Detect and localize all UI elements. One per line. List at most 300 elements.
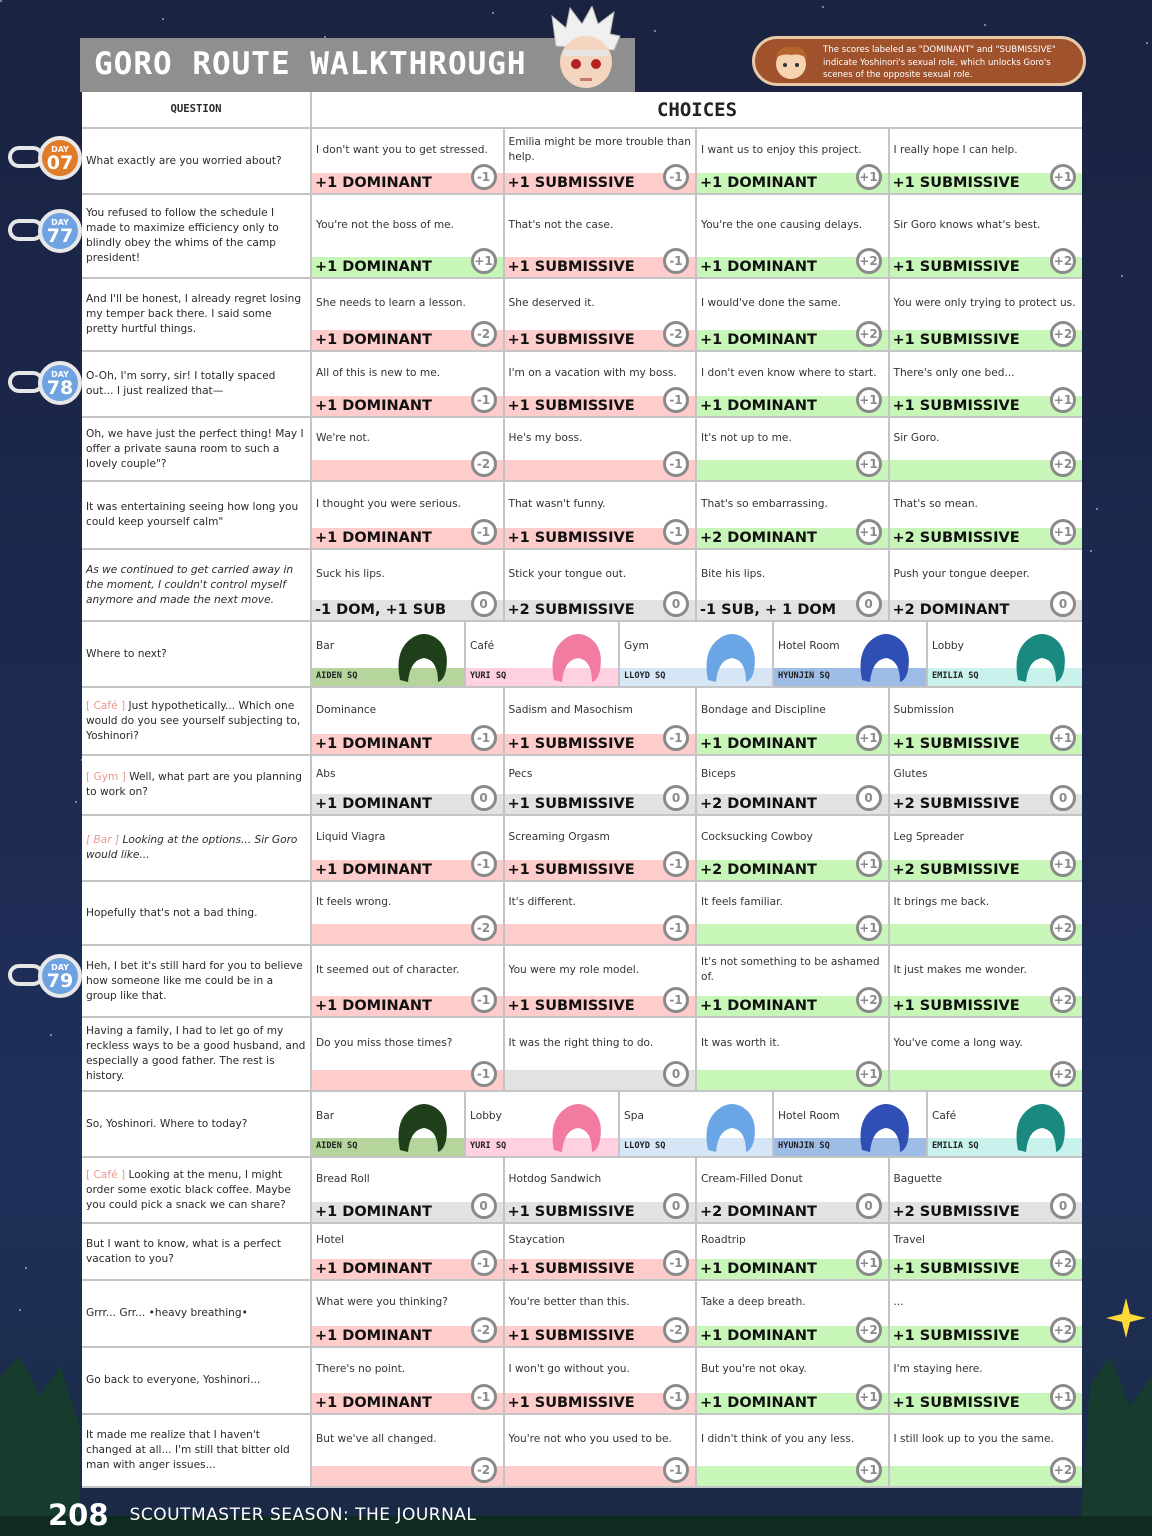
choice-text: Pecs (508, 767, 533, 780)
choice-text: Bite his lips. (701, 567, 766, 580)
choice-text: ... (893, 1296, 904, 1308)
score-badge: -1 (471, 1061, 497, 1087)
choice-text: You're not the boss of me. (316, 218, 455, 231)
day-badge (6, 950, 82, 1006)
choice-text: There's no point. (316, 1363, 406, 1375)
choice-cell[interactable] (697, 1415, 890, 1486)
choice-cell[interactable] (697, 195, 890, 277)
choice-text: Baguette (893, 1172, 943, 1185)
choice-cell[interactable] (505, 688, 698, 754)
choice-cell[interactable] (697, 1224, 890, 1279)
choice-cell[interactable] (312, 756, 505, 814)
table-row (82, 550, 1082, 622)
score-badge: +2 (856, 1317, 882, 1343)
role-effect: +1 SUBMISSIVE (892, 259, 1020, 275)
question-text: Go back to everyone, Yoshinori... (86, 1374, 261, 1386)
choice-cell[interactable] (505, 279, 698, 350)
location-name: Gym (624, 640, 649, 652)
choice-cell[interactable] (890, 482, 1083, 548)
choice-cell[interactable] (890, 352, 1083, 416)
role-effect: +2 SUBMISSIVE (892, 1204, 1020, 1220)
location-choice[interactable] (312, 622, 466, 686)
choice-cell[interactable] (505, 1415, 698, 1486)
choice-text: What were you thinking? (316, 1296, 448, 1308)
score-badge: -1 (663, 451, 689, 477)
choice-text: All of this is new to me. (316, 366, 441, 379)
role-effect: +1 SUBMISSIVE (892, 332, 1020, 348)
choice-cell[interactable] (505, 1018, 698, 1090)
role-effect: +1 DOMINANT (700, 998, 817, 1014)
score-badge: +1 (1050, 519, 1076, 545)
walkthrough-table (82, 92, 1082, 1488)
question-cell (82, 550, 312, 620)
choice-cell[interactable] (505, 1224, 698, 1279)
choice-cell[interactable] (312, 352, 505, 416)
choice-cell[interactable] (312, 1018, 505, 1090)
choice-cell[interactable] (890, 550, 1083, 620)
role-effect: +1 SUBMISSIVE (507, 175, 635, 191)
page-footer (48, 1498, 476, 1532)
location-name: Café (470, 640, 495, 652)
score-badge: -2 (471, 451, 497, 477)
score-badge: -1 (663, 915, 689, 941)
choice-text: Cocksucking Cowboy (701, 830, 813, 843)
score-badge: +1 (1050, 725, 1076, 751)
choice-cell[interactable] (312, 1415, 505, 1486)
star (0, 0, 2, 2)
location-choice[interactable] (312, 1092, 466, 1156)
choice-cell[interactable] (505, 1348, 698, 1413)
choice-cell[interactable] (312, 195, 505, 277)
score-badge: +1 (856, 1250, 882, 1276)
choice-cell[interactable] (312, 946, 505, 1016)
choice-cell[interactable] (505, 756, 698, 814)
star (75, 801, 77, 803)
score-badge: +2 (1050, 987, 1076, 1013)
choice-cell[interactable] (505, 482, 698, 548)
choice-cell[interactable] (890, 756, 1083, 814)
day-label: DAY (51, 370, 69, 379)
choice-text: But you're not okay. (701, 1363, 807, 1375)
choice-text: There's only one bed... (893, 366, 1015, 379)
choice-text: Stick your tongue out. (508, 567, 627, 580)
choice-cell[interactable] (697, 1281, 890, 1346)
location-name: Café (932, 1110, 957, 1122)
choice-text: I still look up to you the same. (893, 1433, 1054, 1445)
choice-cell[interactable] (697, 482, 890, 548)
score-badge: +1 (856, 725, 882, 751)
choice-text: It's different. (508, 895, 576, 908)
question-text: Well, what part are you planning to work on? (86, 771, 302, 798)
squad-label: YURI SQ (470, 671, 507, 681)
score-badge: -1 (663, 1250, 689, 1276)
location-choice[interactable] (466, 622, 620, 686)
score-badge: 0 (856, 1193, 882, 1219)
question-text: But I want to know, what is a perfect vacation to you? (86, 1237, 282, 1265)
choice-text: Travel (893, 1234, 925, 1246)
role-effect: +2 DOMINANT (892, 602, 1010, 618)
choice-cell[interactable] (890, 418, 1083, 480)
question-cell (82, 129, 312, 193)
score-badge: 0 (1050, 591, 1076, 617)
squad-label: EMILIA SQ (932, 671, 979, 681)
question-cell (82, 622, 312, 686)
choice-cell[interactable] (890, 129, 1083, 193)
yoshinori-avatar-icon (771, 43, 811, 81)
score-badge: +2 (1050, 451, 1076, 477)
score-badge: -1 (663, 248, 689, 274)
location-name: Hotel Room (778, 1110, 840, 1122)
score-badge: -1 (471, 1250, 497, 1276)
role-effect: +1 SUBMISSIVE (892, 398, 1020, 414)
location-choice[interactable] (620, 622, 774, 686)
choice-cell[interactable] (312, 418, 505, 480)
character-hair-icon (394, 1100, 450, 1154)
score-badge: -1 (663, 387, 689, 413)
role-effect: +1 DOMINANT (700, 1261, 817, 1277)
choice-text: You're the one causing delays. (701, 218, 863, 231)
score-badge: -2 (663, 321, 689, 347)
choice-cell[interactable] (505, 816, 698, 880)
location-tag: [ Gym ] (86, 771, 126, 783)
choice-text: Submission (893, 703, 955, 716)
location-name: Hotel Room (778, 640, 840, 652)
table-row (82, 1158, 1082, 1224)
question-cell (82, 482, 312, 548)
choice-text: You're not who you used to be. (508, 1433, 672, 1445)
score-badge: -1 (471, 725, 497, 751)
location-name: Lobby (470, 1110, 502, 1122)
character-hair-icon (702, 1100, 758, 1154)
choice-cell[interactable] (312, 279, 505, 350)
choice-cell[interactable] (697, 279, 890, 350)
choice-cell[interactable] (697, 946, 890, 1016)
choice-text: Cream-Filled Donut (701, 1172, 803, 1185)
role-effect: +1 SUBMISSIVE (507, 862, 635, 878)
question-cell (82, 1018, 312, 1090)
table-row (82, 1281, 1082, 1348)
choice-text: Liquid Viagra (316, 830, 386, 843)
score-badge: -1 (471, 519, 497, 545)
score-badge: +1 (856, 1457, 882, 1483)
choice-cell[interactable] (505, 195, 698, 277)
day-number: 78 (46, 377, 74, 399)
question-cell (82, 279, 312, 350)
role-effect: +1 DOMINANT (315, 862, 432, 878)
choice-text: I'm staying here. (893, 1363, 983, 1375)
choice-cell[interactable] (890, 1281, 1083, 1346)
character-hair-icon (394, 630, 450, 684)
choice-cell[interactable] (890, 1415, 1083, 1486)
role-effect: +2 SUBMISSIVE (892, 530, 1020, 546)
score-badge: +1 (856, 164, 882, 190)
location-tag: [ Café ] (86, 699, 126, 712)
choice-cell[interactable] (890, 1224, 1083, 1279)
question-cell (82, 352, 312, 416)
role-effect: +1 SUBMISSIVE (892, 1395, 1020, 1411)
role-effect: +1 SUBMISSIVE (507, 398, 635, 414)
score-badge: 0 (856, 591, 882, 617)
score-badge: -1 (663, 987, 689, 1013)
squad-label: LLOYD SQ (624, 1141, 666, 1151)
choice-text: Sir Goro knows what's best. (893, 218, 1041, 231)
score-badge: +2 (1050, 1317, 1076, 1343)
score-badge: +1 (856, 1061, 882, 1087)
choice-cell[interactable] (697, 1348, 890, 1413)
question-text: What exactly are you worried about? (86, 154, 282, 167)
table-row (82, 482, 1082, 550)
choice-text: It was worth it. (701, 1036, 780, 1049)
choice-cell[interactable] (312, 1281, 505, 1346)
choice-text: Hotdog Sandwich (508, 1172, 602, 1185)
location-choice[interactable] (620, 1092, 774, 1156)
role-effect: +1 DOMINANT (700, 1328, 817, 1344)
choice-text: Hotel (316, 1234, 345, 1246)
score-badge: +1 (856, 387, 882, 413)
character-hair-icon (1012, 1100, 1068, 1154)
role-effect: +2 SUBMISSIVE (507, 602, 635, 618)
role-effect: +1 SUBMISSIVE (507, 736, 635, 752)
question-text: Looking at the menu, I might order some exotic black coffee. Maybe you could pick a snack we can share? (86, 1168, 291, 1211)
question-text: Just hypothetically... Which one would do you see yourself subjecting to, Yoshinori? (86, 699, 301, 742)
role-effect: +2 DOMINANT (700, 530, 817, 546)
choice-text: Take a deep breath. (701, 1296, 806, 1308)
choice-cell[interactable] (312, 816, 505, 880)
choice-cell[interactable] (505, 946, 698, 1016)
day-label: DAY (51, 963, 69, 972)
question-text: So, Yoshinori. Where to today? (86, 1117, 248, 1130)
question-cell (82, 1281, 312, 1346)
role-effect: +2 DOMINANT (700, 1204, 817, 1220)
star (50, 1034, 52, 1036)
choice-cell[interactable] (505, 882, 698, 944)
question-text: It made me realize that I haven't changed at all... I'm still that bitter old man with anger issues... (86, 1429, 290, 1471)
score-badge: +1 (471, 248, 497, 274)
choice-cell[interactable] (697, 816, 890, 880)
question-text: It was entertaining seeing how long you could keep yourself calm" (86, 501, 299, 528)
score-badge: -1 (663, 725, 689, 751)
score-badge: -2 (663, 1317, 689, 1343)
choice-text: I didn't think of you any less. (701, 1433, 855, 1445)
choice-cell[interactable] (890, 882, 1083, 944)
score-badge: -1 (663, 164, 689, 190)
choice-cell[interactable] (890, 688, 1083, 754)
score-badge: +1 (856, 451, 882, 477)
page-title: GORO ROUTE WALKTHROUGH (94, 46, 527, 82)
choice-text: You were only trying to protect us. (893, 297, 1076, 309)
choice-text: That's not the case. (508, 218, 614, 231)
score-badge: +2 (1050, 915, 1076, 941)
question-cell (82, 418, 312, 480)
location-name: Lobby (932, 640, 964, 652)
choice-cell[interactable] (505, 352, 698, 416)
choice-cell[interactable] (697, 688, 890, 754)
question-text: Having a family, I had to let go of my reckless ways to be a good husband, and especially a good father. The rest is history. (86, 1025, 306, 1082)
choice-cell[interactable] (312, 1224, 505, 1279)
question-text: Where to next? (86, 647, 167, 660)
choice-text: Leg Spreader (893, 830, 965, 843)
role-effect: +1 DOMINANT (700, 398, 817, 414)
score-badge: -2 (471, 1317, 497, 1343)
question-cell (82, 1348, 312, 1413)
day-number: 77 (46, 225, 74, 247)
character-hair-icon (1012, 630, 1068, 684)
role-effect: +1 DOMINANT (315, 1395, 432, 1411)
choice-cell[interactable] (697, 418, 890, 480)
question-text: Heh, I bet it's still hard for you to believe how someone like me could be in a group like that. (86, 959, 303, 1002)
choice-cell[interactable] (890, 1018, 1083, 1090)
score-badge: -1 (663, 1457, 689, 1483)
role-effect: +2 DOMINANT (700, 862, 817, 878)
choice-cell[interactable] (697, 550, 890, 620)
choice-cell[interactable] (890, 279, 1083, 350)
choice-cell[interactable] (312, 882, 505, 944)
day-label: DAY (51, 145, 69, 154)
choice-cell[interactable] (505, 129, 698, 193)
choice-text: That's so embarrassing. (701, 497, 828, 510)
question-cell (82, 816, 312, 880)
choice-cell[interactable] (697, 1018, 890, 1090)
choice-text: Push your tongue deeper. (893, 567, 1030, 580)
role-effect: +1 DOMINANT (700, 332, 817, 348)
location-choice[interactable] (466, 1092, 620, 1156)
choice-text: It brings me back. (893, 895, 990, 908)
choice-cell[interactable] (312, 550, 505, 620)
role-effect: +1 DOMINANT (315, 530, 432, 546)
role-effect: +1 DOMINANT (315, 1204, 432, 1220)
choice-cell[interactable] (697, 756, 890, 814)
role-note (752, 36, 1086, 86)
role-effect: +1 DOMINANT (315, 332, 432, 348)
star (1090, 550, 1092, 552)
choice-cell[interactable] (505, 1158, 698, 1222)
choice-text: It just makes me wonder. (893, 963, 1027, 976)
table-row (82, 882, 1082, 946)
choice-text: I would've done the same. (701, 297, 841, 309)
choice-text: Biceps (701, 767, 736, 780)
location-choice[interactable] (774, 622, 928, 686)
role-effect: +1 SUBMISSIVE (892, 998, 1020, 1014)
score-badge: -2 (471, 1457, 497, 1483)
question-text: Grrr... Grr... •heavy breathing• (86, 1307, 248, 1319)
choice-cell[interactable] (890, 1158, 1083, 1222)
choice-cell[interactable] (312, 129, 505, 193)
choice-cell[interactable] (697, 882, 890, 944)
score-badge: -2 (471, 915, 497, 941)
choice-text: It feels familiar. (701, 895, 783, 908)
choice-text: I don't want you to get stressed. (316, 143, 488, 156)
choice-cell[interactable] (697, 1158, 890, 1222)
location-choice[interactable] (928, 622, 1082, 686)
question-text: Looking at the options... Sir Goro would like... (86, 834, 298, 861)
choice-cell[interactable] (312, 1348, 505, 1413)
role-effect: +1 SUBMISSIVE (507, 998, 635, 1014)
choice-cell[interactable] (505, 550, 698, 620)
star (492, 12, 494, 14)
choice-text: Bondage and Discipline (701, 703, 826, 716)
role-effect: +2 SUBMISSIVE (892, 862, 1020, 878)
role-effect: +1 DOMINANT (315, 1261, 432, 1277)
question-cell (82, 1224, 312, 1279)
table-row (82, 279, 1082, 352)
table-row (82, 622, 1082, 688)
choice-cell[interactable] (505, 418, 698, 480)
choice-text: Screaming Orgasm (508, 830, 610, 843)
score-badge: -1 (663, 851, 689, 877)
choice-cell[interactable] (890, 1348, 1083, 1413)
role-effect: +1 DOMINANT (315, 1328, 432, 1344)
role-effect: +1 DOMINANT (315, 259, 432, 275)
choice-cell[interactable] (312, 482, 505, 548)
question-cell (82, 1158, 312, 1222)
choice-text: Staycation (508, 1234, 565, 1246)
location-choice[interactable] (774, 1092, 928, 1156)
role-effect: +1 SUBMISSIVE (507, 796, 635, 812)
squad-label: HYUNJIN SQ (778, 671, 830, 681)
choice-text: I really hope I can help. (893, 143, 1018, 156)
choice-text: Sir Goro. (893, 431, 940, 444)
choice-cell[interactable] (312, 688, 505, 754)
table-row (82, 946, 1082, 1018)
choice-cell[interactable] (890, 946, 1083, 1016)
choice-text: Emilia might be more trouble than help. (508, 136, 691, 163)
role-effect: +1 DOMINANT (315, 796, 432, 812)
table-row (82, 352, 1082, 418)
choice-cell[interactable] (312, 1158, 505, 1222)
question-cell (82, 1092, 312, 1156)
page-number: 208 (48, 1498, 109, 1532)
role-effect: +1 SUBMISSIVE (507, 530, 635, 546)
choice-text: Sadism and Masochism (508, 703, 633, 716)
question-cell (82, 946, 312, 1016)
choice-text: He's my boss. (508, 431, 583, 444)
choice-text: I won't go without you. (508, 1363, 630, 1375)
score-badge: +2 (1050, 321, 1076, 347)
role-effect: +2 DOMINANT (700, 796, 817, 812)
score-badge: 0 (663, 591, 689, 617)
score-badge: +2 (1050, 248, 1076, 274)
question-text: You refused to follow the schedule I made to maximize efficiency only to blindly obey the whims of the camp president! (86, 207, 279, 264)
table-row (82, 418, 1082, 482)
choice-text: She needs to learn a lesson. (316, 297, 466, 309)
question-cell (82, 882, 312, 944)
star (822, 6, 824, 8)
choice-cell[interactable] (890, 195, 1083, 277)
day-label: DAY (51, 218, 69, 227)
score-badge: -1 (471, 164, 497, 190)
location-choice[interactable] (928, 1092, 1082, 1156)
day-badge (6, 357, 82, 413)
choice-text: Dominance (316, 703, 377, 716)
choice-cell[interactable] (505, 1281, 698, 1346)
role-effect: +1 DOMINANT (315, 998, 432, 1014)
question-text: Oh, we have just the perfect thing! May I offer a private sauna room to such a lovely couple"? (86, 427, 304, 470)
choice-cell[interactable] (890, 816, 1083, 880)
choice-cell[interactable] (697, 352, 890, 416)
squad-label: YURI SQ (470, 1141, 507, 1151)
choice-cell[interactable] (697, 129, 890, 193)
table-row (82, 1092, 1082, 1158)
choice-text: But we've all changed. (316, 1433, 437, 1445)
star (654, 30, 656, 32)
star (1121, 275, 1123, 277)
day-badge (6, 205, 82, 261)
choice-text: It feels wrong. (316, 895, 392, 908)
score-badge: -1 (663, 1384, 689, 1410)
score-badge: 0 (856, 785, 882, 811)
score-badge: -1 (471, 851, 497, 877)
choice-text: It was the right thing to do. (508, 1036, 654, 1049)
